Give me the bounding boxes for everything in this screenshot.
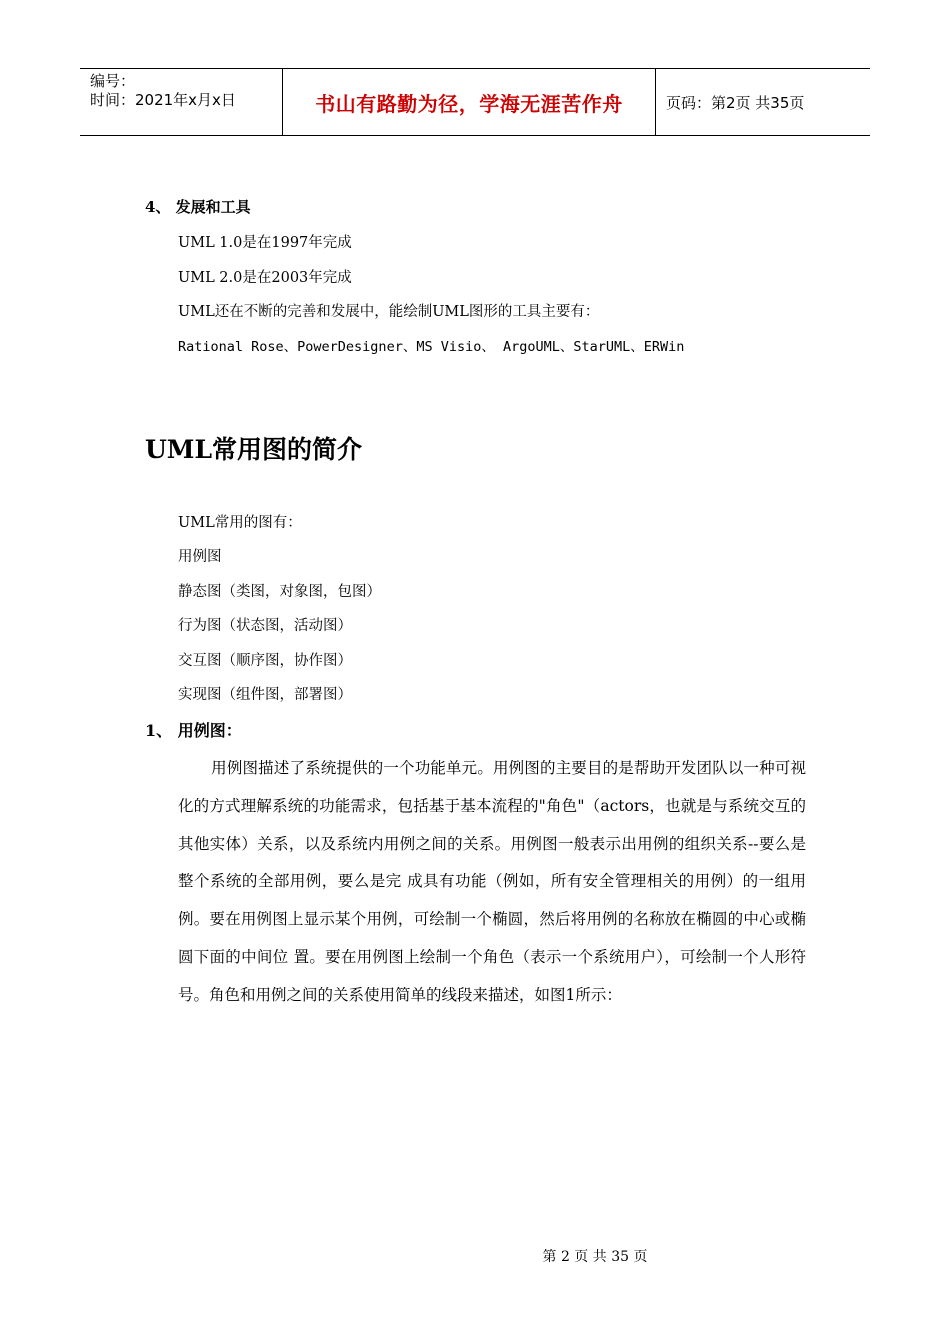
diagram-type-usecase: 用例图 [178, 549, 222, 565]
header-motto-cell [282, 69, 656, 135]
diagram-type-behavior: 行为图（状态图，活动图） [178, 618, 352, 634]
uml-tools-list-line: Rational Rose、PowerDesigner、MS Visio、 ArgoUML、StarUML、ERWin [178, 339, 685, 355]
header-meta-cell [80, 69, 282, 135]
header-table [80, 68, 870, 136]
usecase-heading: 1、 用例图： [145, 721, 242, 740]
header-date-label: 时间：2021年x月x日 [90, 91, 236, 109]
usecase-paragraph-text: 用例图描述了系统提供的一个功能单元。用例图的主要目的是帮助开发团队以一种可视化的方式理解系统的功能需求，包括基于基本流程的"角色"（actors，也就是与系统交互的其他实体）关系，以及系统内用例之间的关系。用例图一般表示出用例的组织关系--要么是整个系统的全部用例，要么是完 成具有功能（例如，所有安全管理相关的用例）的一组用例。要在用例图上显示某个用例，可绘制一个椭圆，然后将用例的名称放在椭圆的中心或椭圆下面的中间位 置。要在用例图上绘制一个角色（表示一个系统用户），可绘制一个人形符号。角色和用例之间的关系使用简单的线段来描述，如图1所示： [178, 759, 806, 1004]
diagram-type-interaction: 交互图（顺序图，协作图） [178, 653, 352, 669]
header-page-cell [656, 69, 870, 135]
uml-diagrams-heading: UML常用图的简介 [145, 435, 363, 464]
uml-version-1-line: UML 1.0是在1997年完成 [178, 235, 352, 251]
header-page-info: 页码：第2页 共35页 [666, 93, 805, 112]
usecase-paragraph [178, 750, 806, 1015]
uml-diagrams-intro-line: UML常用的图有： [178, 515, 302, 531]
uml-version-2-line: UML 2.0是在2003年完成 [178, 270, 352, 286]
uml-tools-intro-line: UML还在不断的完善和发展中，能绘制UML图形的工具主要有： [178, 304, 600, 320]
header-number-label: 编号： [90, 72, 136, 90]
header-motto: 书山有路勤为径，学海无涯苦作舟 [315, 91, 623, 116]
section-4-heading: 4、 发展和工具 [145, 198, 251, 216]
diagram-type-implementation: 实现图（组件图，部署图） [178, 687, 352, 703]
diagram-type-static: 静态图（类图，对象图，包图） [178, 584, 381, 600]
page-footer: 第 2 页 共 35 页 [542, 1249, 648, 1265]
